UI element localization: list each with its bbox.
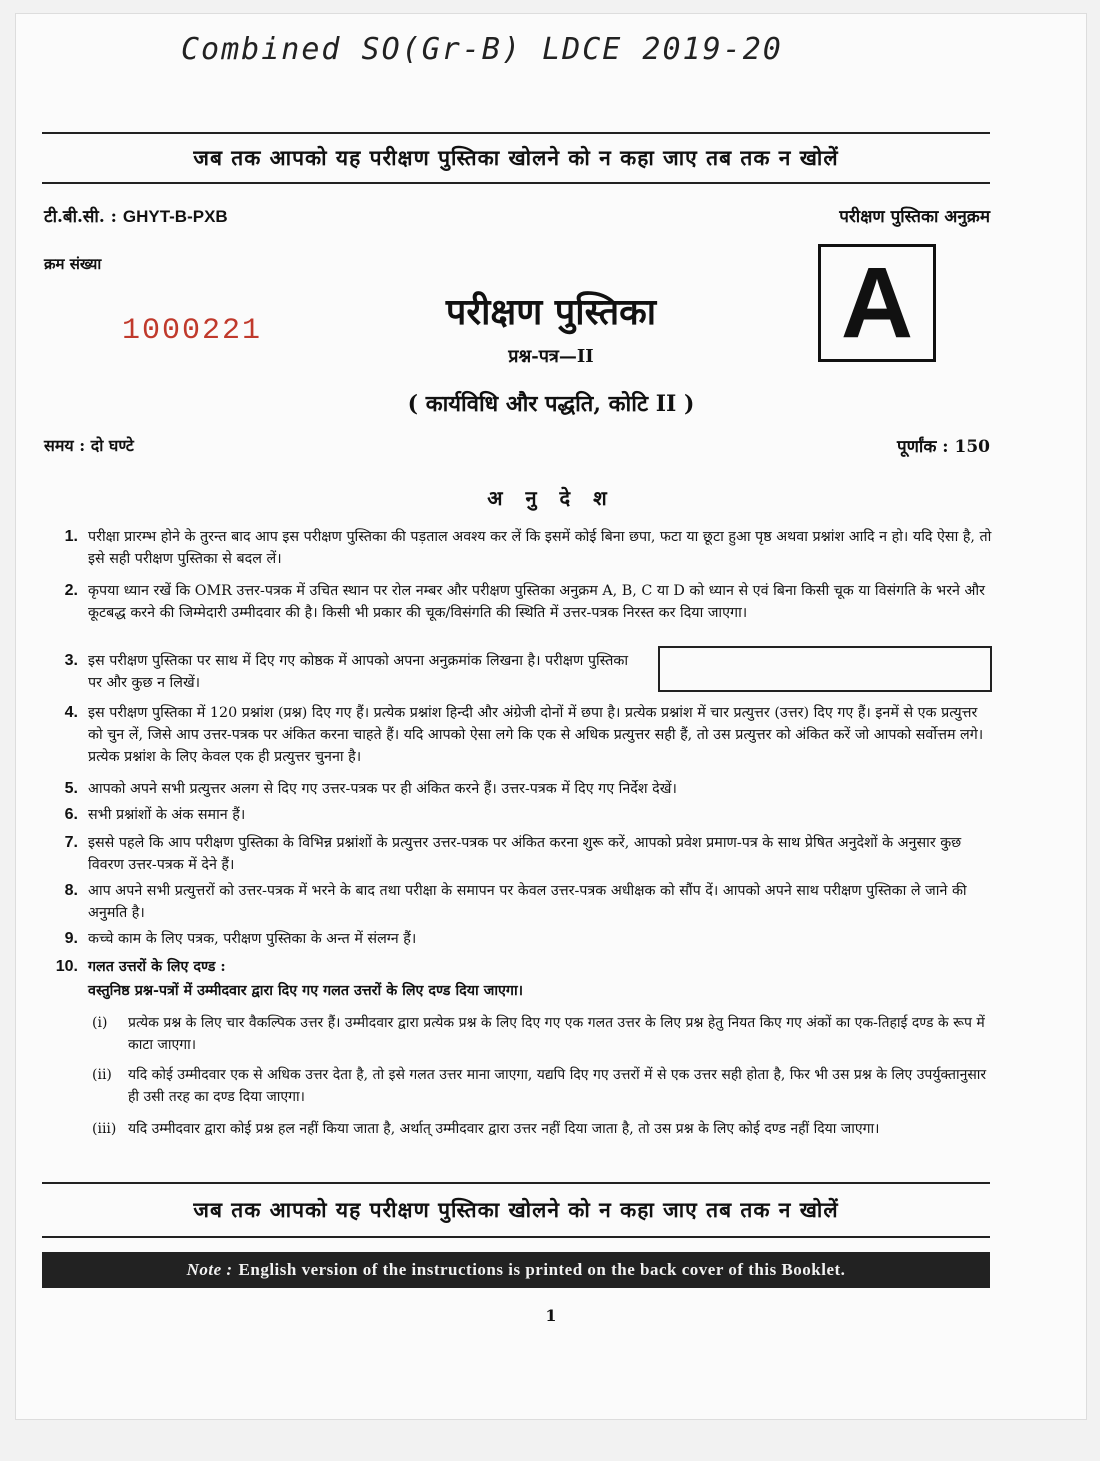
instruction-number: 10.	[55, 958, 78, 975]
instruction-text: इस परीक्षण पुस्तिका पर साथ में दिए गए कोष्ठक में आपको अपना अनुक्रमांक लिखना है। परीक्षण पुस्तिका पर और कुछ न लिखें।	[88, 653, 629, 691]
top-banner: जब तक आपको यह परीक्षण पुस्तिका खोलने को न कहा जाए तब तक न खोलें	[193, 145, 839, 170]
tbc-label: टी.बी.सी. :	[44, 207, 117, 227]
penalty-intro	[46, 980, 992, 1002]
note-text: English version of the instructions is printed on the back cover of this Booklet.	[238, 1260, 846, 1279]
instruction-item	[46, 928, 992, 950]
roll-number-box[interactable]	[658, 646, 992, 692]
instruction-text: आपको अपने सभी प्रत्युत्तर अलग से दिए गए उत्तर-पत्रक पर ही अंकित करने हैं। उत्तर-पत्रक में दिए गए निर्देश देखें।	[88, 781, 677, 797]
penalty-intro-text: वस्तुनिष्ठ प्रश्न-पत्रों में उम्मीदवार द्वारा दिए गए गलत उत्तरों के लिए दण्ड दिया जाएगा।	[88, 983, 524, 999]
penalty-point-number: (ii)	[92, 1067, 112, 1083]
time-allowed: समय : दो घण्टे	[44, 436, 134, 455]
instruction-item	[46, 580, 992, 624]
booklet-title: परीक्षण पुस्तिका	[445, 291, 657, 333]
instruction-number: 5.	[64, 780, 78, 797]
instruction-text: आप अपने सभी प्रत्युत्तरों को उत्तर-पत्रक में भरने के बाद तथा परीक्षा के समापन पर केवल उत्तर-पत्रक अधीक्षक को सौंप दें। आपको अपने साथ परीक्षण पुस्तिका ले जाने की अनुमति है।	[88, 883, 967, 921]
instruction-text: परीक्षा प्रारम्भ होने के तुरन्त बाद आप इस परीक्षण पुस्तिका की पड़ताल अवश्य कर लें कि इसमें कोई बिना छपा, फटा या छूटा हुआ पृष्ठ अथवा प्रश्नांश आदि न हो। यदि ऐसा है, तो इसे सही परीक्षण पुस्तिका से बदल लें।	[88, 529, 992, 567]
tbc-code: GHYT-B-PXB	[122, 207, 228, 226]
instruction-item	[46, 956, 992, 978]
penalty-point-number: (i)	[92, 1015, 108, 1031]
instruction-item	[46, 832, 992, 876]
instruction-item	[46, 650, 646, 694]
instruction-item	[46, 526, 992, 570]
penalty-point	[92, 1064, 992, 1108]
penalty-point-text: यदि उम्मीदवार द्वारा कोई प्रश्न हल नहीं किया जाता है, अर्थात् उम्मीदवार द्वारा उत्तर नहीं दिया जाता है, तो उस प्रश्न के लिए कोई दण्ड नहीं दिया जाएगा।	[128, 1121, 880, 1137]
tbc-line	[44, 204, 228, 227]
serial-number: 1000221	[122, 314, 263, 348]
max-marks: पूर्णांक : 150	[896, 437, 990, 457]
penalty-point-text: प्रत्येक प्रश्न के लिए चार वैकल्पिक उत्तर हैं। उम्मीदवार द्वारा प्रत्येक प्रश्न के लिए दिए गए एक गलत उत्तर के लिए प्रश्न हेतु नियत किए गए अंकों का एक-तिहाई दण्ड के रूप में काटा जाएगा।	[128, 1015, 985, 1053]
handwritten-note: Combined SO(Gr-B) LDCE 2019-20	[181, 32, 783, 67]
instruction-number: 4.	[64, 704, 78, 721]
instruction-item	[46, 804, 992, 826]
penalty-point	[92, 1118, 992, 1140]
instruction-item	[46, 880, 992, 924]
instruction-number: 3.	[64, 652, 78, 669]
penalty-point	[92, 1012, 992, 1056]
booklet-sequence-label: परीक्षण पुस्तिका अनुक्रम	[839, 207, 990, 227]
instruction-text: इससे पहले कि आप परीक्षण पुस्तिका के विभिन्न प्रश्नांशों के प्रत्युत्तर उत्तर-पत्रक पर अंकित करना शुरू करें, आपको प्रवेश प्रमाण-पत्र के साथ प्रेषित अनुदेशों के अनुसार कुछ विवरण उत्तर-पत्रक में देने हैं।	[88, 835, 962, 873]
instruction-text: कृपया ध्यान रखें कि OMR उत्तर-पत्रक में उचित स्थान पर रोल नम्बर और परीक्षण पुस्तिका अनुक्रम A, B, C या D को ध्यान से एवं बिना किसी चूक या विसंगति के भरने और कूटबद्ध करने की जिम्मेदारी उम्मीदवार की है। किसी भी प्रकार की चूक/विसंगति की स्थिति में उत्तर-पत्रक निरस्त कर दिया जाएगा।	[88, 583, 985, 621]
bottom-rule-1	[42, 1182, 990, 1184]
page-number: 1	[545, 1306, 557, 1325]
instruction-number: 1.	[64, 528, 78, 545]
instruction-text: कच्चे काम के लिए पत्रक, परीक्षण पुस्तिका के अन्त में संलग्न हैं।	[88, 931, 417, 947]
instruction-number: 6.	[64, 806, 78, 823]
paper-number: प्रश्न-पत्र—II	[508, 346, 594, 367]
instruction-number: 2.	[64, 582, 78, 599]
bottom-rule-2	[42, 1236, 990, 1238]
bottom-banner: जब तक आपको यह परीक्षण पुस्तिका खोलने को न कहा जाए तब तक न खोलें	[193, 1197, 839, 1222]
instruction-number: 7.	[64, 834, 78, 851]
instruction-number: 9.	[64, 930, 78, 947]
instruction-text: सभी प्रश्नांशों के अंक समान हैं।	[88, 807, 246, 823]
top-rule-2	[42, 182, 990, 184]
instructions-heading: अ नु दे श	[487, 486, 615, 510]
note-label: Note :	[186, 1260, 233, 1279]
english-version-note	[42, 1252, 990, 1288]
booklet-page	[16, 14, 1086, 1419]
booklet-series-letter: A	[840, 247, 914, 359]
penalty-point-number: (iii)	[92, 1121, 117, 1137]
penalty-point-text: यदि कोई उम्मीदवार एक से अधिक उत्तर देता है, तो इसे गलत उत्तर माना जाएगा, यद्यपि दिए गए उत्तरों में से एक उत्तर सही होता है, फिर भी उस प्रश्न के लिए उपर्युक्तानुसार ही उसी तरह का दण्ड दिया जाएगा।	[128, 1067, 987, 1105]
paper-subject: ( कार्यविधि और पद्धति, कोटि II )	[407, 391, 695, 417]
instruction-item	[46, 702, 992, 768]
top-rule-1	[42, 132, 990, 134]
instruction-number: 8.	[64, 882, 78, 899]
instruction-text: इस परीक्षण पुस्तिका में 120 प्रश्नांश (प्रश्न) दिए गए हैं। प्रत्येक प्रश्नांश हिन्दी और अंग्रेजी दोनों में छपा है। प्रत्येक प्रश्नांश में चार प्रत्युत्तर (उत्तर) दिए गए हैं। इनमें से एक प्रत्युत्तर को चुन लें, जिसे आप उत्तर-पत्रक पर अंकित करना चाहते हैं। यदि आपको ऐसा लगे कि एक से अधिक प्रत्युत्तर सही हैं, तो उस प्रत्युत्तर को अंकित करें जो आपको सर्वोत्तम लगे। प्रत्येक प्रश्नांश के लिए केवल एक ही प्रत्युत्तर चुनना है।	[88, 705, 984, 765]
serial-label: क्रम संख्या	[44, 255, 102, 273]
instruction-text: गलत उत्तरों के लिए दण्ड :	[88, 959, 226, 975]
instruction-item	[46, 778, 992, 800]
